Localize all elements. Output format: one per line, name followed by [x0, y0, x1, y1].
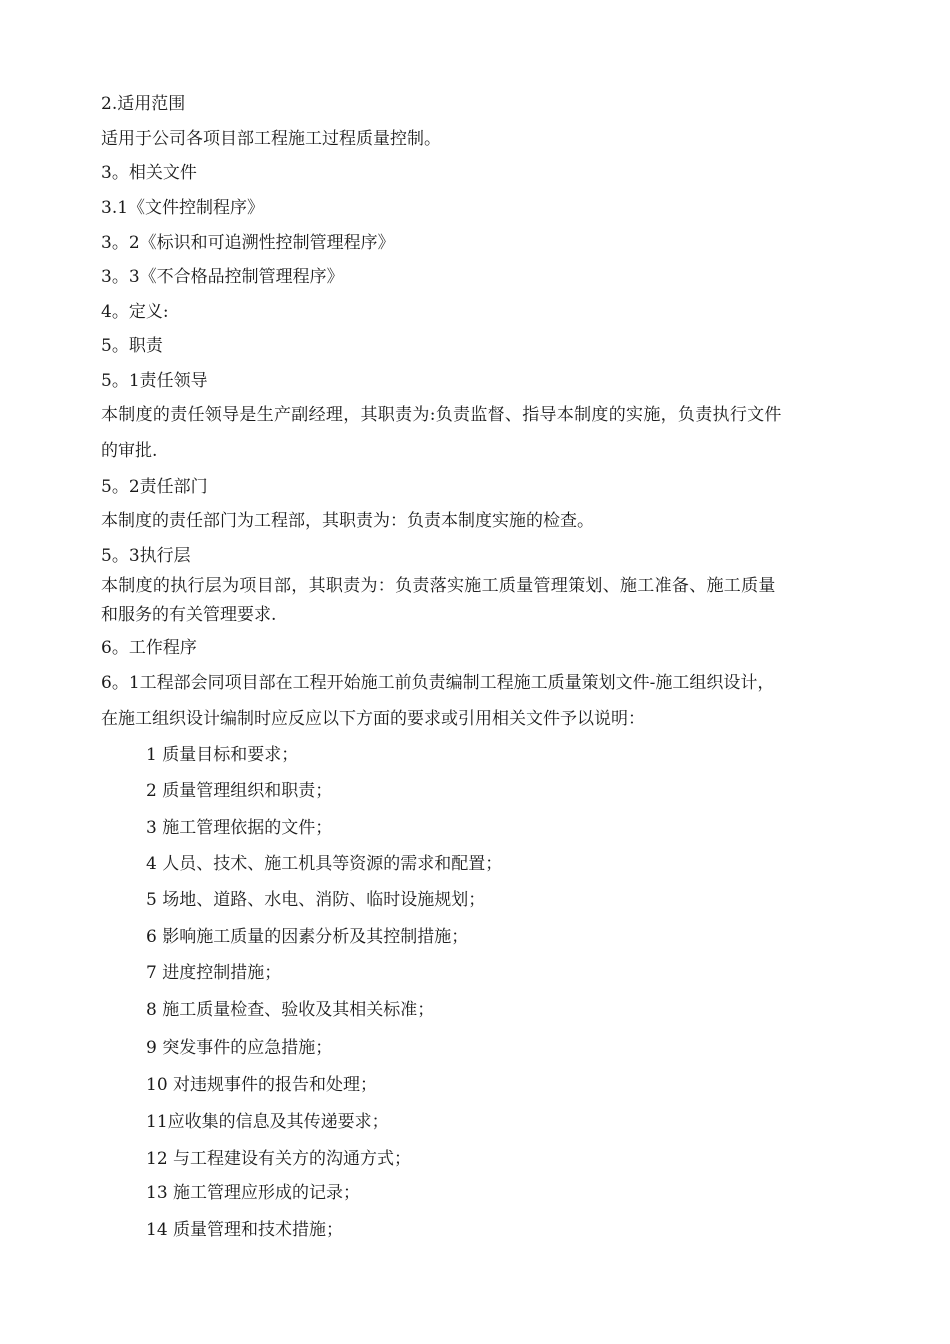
paragraph-6-1-line-2: 在施工组织设计编制时应反应以下方面的要求或引用相关文件予以说明： [101, 709, 645, 729]
paragraph-5-3-line-2: 和服务的有关管理要求. [101, 605, 277, 625]
list-item: 14 质量管理和技术措施； [146, 1220, 344, 1240]
list-item: 7 进度控制措施； [146, 963, 282, 983]
section-5-heading: 5。职责 [101, 336, 163, 356]
list-item: 12 与工程建设有关方的沟通方式； [146, 1149, 412, 1169]
paragraph-6-1-line-1: 6。1工程部会同项目部在工程开始施工前负责编制工程施工质量策划文件-施工组织设计， [101, 673, 775, 693]
section-3-2: 3。2《标识和可追溯性控制管理程序》 [101, 233, 395, 253]
paragraph-5-1-line-1: 本制度的责任领导是生产副经理，其职责为:负责监督、指导本制度的实施，负责执行文件 [101, 405, 782, 425]
list-item: 6 影响施工质量的因素分析及其控制措施； [146, 927, 469, 947]
list-item: 5 场地、道路、水电、消防、临时设施规划； [146, 890, 486, 910]
section-6-heading: 6。工作程序 [101, 638, 197, 658]
paragraph-5-2: 本制度的责任部门为工程部，其职责为：负责本制度实施的检查。 [101, 511, 594, 531]
list-item: 8 施工质量检查、验收及其相关标准； [146, 1000, 435, 1020]
section-3-1: 3.1《文件控制程序》 [101, 198, 265, 218]
section-4-heading: 4。定义: [101, 302, 169, 322]
paragraph-5-3-line-1: 本制度的执行层为项目部，其职责为：负责落实施工质量管理策划、施工准备、施工质量 [101, 576, 776, 596]
list-item: 4 人员、技术、施工机具等资源的需求和配置； [146, 854, 503, 874]
section-5-1: 5。1责任领导 [101, 371, 208, 391]
paragraph-5-1-line-2: 的审批. [101, 441, 158, 461]
section-2-heading: 2.适用范围 [101, 94, 186, 114]
list-item: 2 质量管理组织和职责； [146, 781, 333, 801]
paragraph-scope: 适用于公司各项目部工程施工过程质量控制。 [101, 129, 441, 149]
list-item: 13 施工管理应形成的记录； [146, 1183, 361, 1203]
section-5-2: 5。2责任部门 [101, 477, 208, 497]
list-item: 10 对违规事件的报告和处理； [146, 1075, 378, 1095]
section-3-heading: 3。相关文件 [101, 163, 197, 183]
section-5-3: 5。3执行层 [101, 546, 191, 566]
list-item: 11应收集的信息及其传递要求； [146, 1112, 389, 1132]
section-3-3: 3。3《不合格品控制管理程序》 [101, 267, 344, 287]
list-item: 1 质量目标和要求； [146, 745, 299, 765]
list-item: 3 施工管理依据的文件； [146, 818, 333, 838]
list-item: 9 突发事件的应急措施； [146, 1038, 333, 1058]
